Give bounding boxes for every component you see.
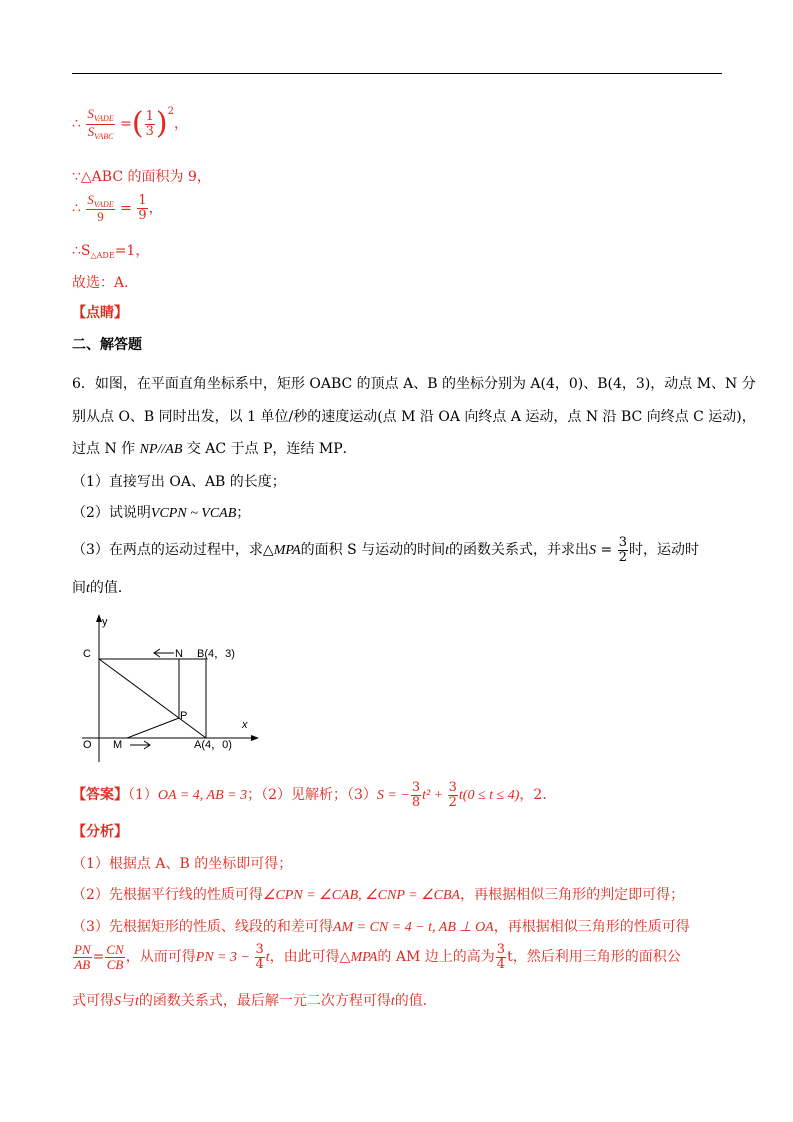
analysis-5: 式可得S与t的函数关系式，最后解一元二次方程可得t的值．: [72, 993, 437, 1009]
analysis-2: （2）先根据平行线的性质可得∠CPN = ∠CAB, ∠CNP = ∠CBA，再根据相似三角形的判定即可得；: [72, 887, 685, 903]
sub-question-3: （3）在两点的运动过程中，求△MPA的面积 S 与运动的时间t的函数关系式，并求出S = $\frac{3}{2}$ 时，运动时: [72, 535, 699, 565]
segment-mp: [127, 718, 179, 738]
question-line-3: 过点 N 作 NP//AB 交 AC 于点 P，连结 MP．: [72, 441, 357, 457]
diagonal-ac: [99, 659, 206, 738]
area-statement: ∵△ABC 的面积为 9，: [72, 169, 211, 185]
label-b: B(4，3): [197, 648, 235, 660]
question-line-2: 别从点 O、B 同时出发，以 1 单位/秒的速度运动(点 M 沿 OA 向终点 A 运动，点 N 沿 BC 向终点 C 运动)，: [72, 409, 756, 425]
x-axis-arrow: [251, 735, 259, 741]
label-x: x: [242, 719, 248, 731]
label-c: C: [83, 648, 91, 660]
fraction-equation-line: ∴ $\frac{S_{VADE}}{9}$ = $\frac{1}{9}$ ，: [72, 192, 163, 225]
section-heading: 二、解答题: [72, 337, 142, 353]
dianjing-heading: 【点睛】: [72, 305, 128, 321]
analysis-1: （1）根据点 A、B 的坐标即可得；: [72, 856, 293, 872]
sub-question-3-cont: 间t的值．: [72, 580, 132, 596]
coordinate-figure: [72, 612, 272, 772]
label-y: y: [102, 616, 108, 628]
header-rule: [72, 73, 722, 74]
label-n: N: [175, 648, 183, 660]
sub-question-1: （1）直接写出 OA、AB 的长度；: [72, 474, 286, 490]
label-a: A(4，0): [194, 739, 232, 751]
label-o: O: [83, 739, 92, 751]
analysis-4: $\frac{PN}{AB}$ = $\frac{CN}{CB}$ ，从而可得PN = 3 − $\frac{3}{4}$ t，由此可得△MPA的 AM 边上的高为 $\frac{3}{4}$ t，然后利用三角形的面积公: [74, 942, 681, 972]
analysis-3: （3）先根据矩形的性质、线段的和差可得AM = CN = 4 − t, AB ⊥ OA，再根据相似三角形的性质可得: [72, 919, 690, 935]
answer-line: 【答案】（1）OA = 4, AB = 3；（2）见解析；（3）S = − $\frac{3}{8}$ t² + $\frac{3}{2}$ t(0 ≤ t ≤ 4)，2．: [72, 780, 557, 810]
area-result: $\therefore S_{\triangle ADE}=1$，: [72, 243, 150, 260]
analysis-heading: 【分析】: [72, 824, 128, 840]
fraction-ratio-line: ∴ $\frac{S_{VADE}}{S_{VABC}}$ =( $\frac{1}{3}$ )$^2$，: [72, 106, 188, 141]
question-line-1: 6．如图，在平面直角坐标系中，矩形 OABC 的顶点 A、B 的坐标分别为 A(4，0)、B(4，3)，动点 M、N 分: [72, 376, 756, 392]
sub-question-2: （2）试说明VCPN ~ VCAB；: [72, 505, 251, 521]
label-p: P: [180, 710, 188, 722]
choice-answer: 故选：A．: [72, 275, 139, 291]
label-m: M: [113, 739, 123, 751]
